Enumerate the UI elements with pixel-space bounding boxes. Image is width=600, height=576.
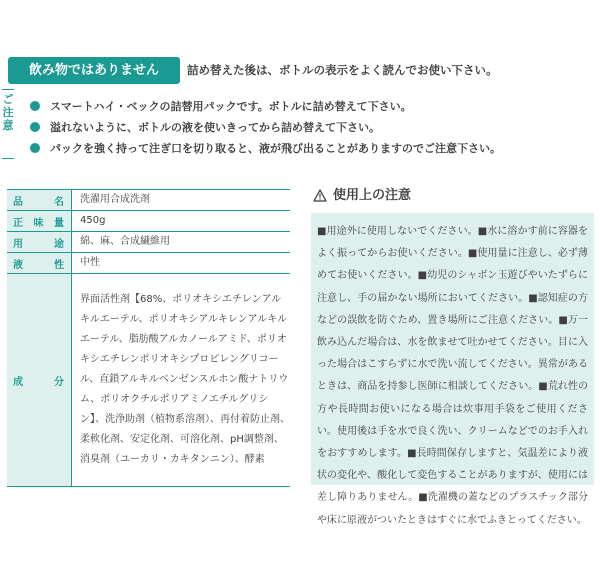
spec-row-liquidity	[7, 253, 290, 274]
ingredients-text: 界面活性剤【68%、ポリオキシエチレンアルキルエーテル、ポリオキシアルキレンアルキルエーテル、脂肪酸アルカノールアミド、ポリオキシエチレンポリオキシプロピレングリコール、直鎖アルキルベンゼンスルホン酸ナトリウム、ポリオクチルポリアミノエチルグリシン】、洗浄助剤（植物系溶剤）、再付着防止剤、柔軟化剤、安定化剤、可溶化剤、pH調整剤、消臭剤（ユーカリ・カキタンニン）、酵素	[72, 274, 291, 487]
spec-key: 品名	[13, 196, 65, 208]
caution-list	[30, 96, 501, 159]
spec-value: 洗濯用合成洗剤	[72, 190, 291, 211]
caution-label	[2, 93, 14, 132]
spec-key: 成分	[13, 376, 65, 388]
bullet-icon	[30, 101, 40, 111]
usage-caution-title: 使用上の注意	[313, 186, 411, 206]
caution-item: パックを強く持って注ぎ口を切り取ると、液が飛び出ることがありますのでご注意下さい。	[30, 138, 501, 159]
spec-row-ingredients	[7, 274, 290, 487]
bullet-icon	[30, 122, 40, 132]
spec-value: 綿、麻、合成繊維用	[72, 232, 291, 253]
caution-label-text: ご 注 意	[2, 93, 14, 132]
spec-row-usage	[7, 232, 290, 253]
product-spec-table	[7, 189, 290, 487]
caution-item: スマートハイ・ベックの詰替用パックです。ボトルに詰め替えて下さい。	[30, 96, 501, 117]
spec-value: 450g	[72, 211, 291, 232]
spec-value: 中性	[72, 253, 291, 274]
refill-note: 詰め替えた後は、ボトルの表示をよく読んでお使い下さい。	[187, 63, 498, 77]
spec-key: 正味量	[13, 217, 65, 229]
not-drinkable-badge: 飲み物ではありません	[8, 57, 180, 84]
spec-row-net-weight	[7, 211, 290, 232]
caution-item: 溢れないように、ボトルの液を使いきってから詰め替えて下さい。	[30, 117, 501, 138]
spec-key: 液性	[13, 259, 65, 271]
spec-key: 用途	[13, 238, 65, 250]
spec-row-name	[7, 190, 290, 211]
warning-icon	[313, 189, 327, 202]
bullet-icon	[30, 143, 40, 153]
usage-caution-body: ■用途外に使用しないでください。■水に溶かす前に容器をよく振ってからお使いください。■使用量に注意し、必ず薄めてお使いください。■幼児のシャボン玉遊びやいたずらに注意し、手の届かない場所においてください。■認知症の方などの誤飲を防ぐため、置き場所にご注意ください。■万一飲み込んだ場合は、水を飲ませて吐かせてください。目に入った場合はこすらずに水で洗い流してください。異常があるときは、商品を持参し医師に相談してください。■荒れ性の方や長時間お使いになる場合は炊事用手袋をご使用ください。使用後は手を水で良く洗い、クリームなどでのお手入れをおすすめします。■長時間保存しますと、気温差により液状の変化や、酸化して変色することがありますが、使用には差し障りありません。■洗濯機の蓋などのプラスチック部分や床に原液がついたときはすぐに水でふきとってください。	[311, 213, 594, 485]
